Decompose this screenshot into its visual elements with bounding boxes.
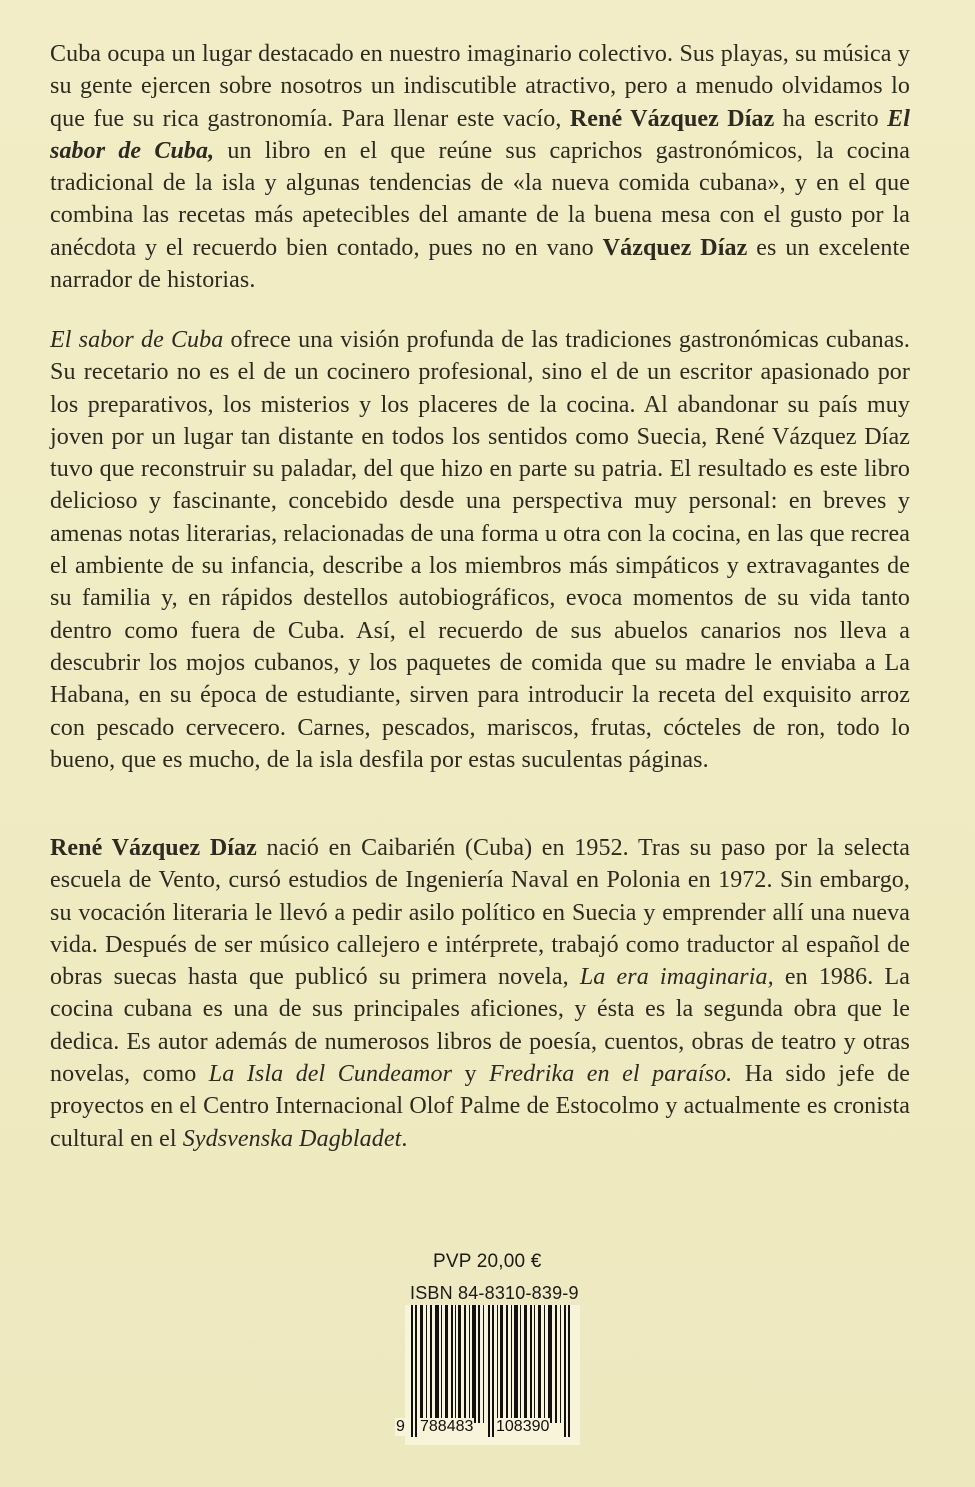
book-title-isla-cundeamor: La Isla del Cundeamor bbox=[208, 1061, 453, 1088]
book-title-fredrika: Fredrika en el paraíso. bbox=[489, 1061, 733, 1088]
text-segment: y bbox=[452, 1061, 490, 1088]
author-name: René Vázquez Díaz bbox=[50, 835, 257, 861]
author-name: René Vázquez Díaz bbox=[714, 423, 910, 450]
text-segment: es un excelente narrador de historias. bbox=[50, 234, 910, 294]
price-label: PVP 20,00 € bbox=[433, 1251, 542, 1272]
author-bio-paragraph bbox=[50, 832, 910, 1155]
book-title: El sabor de Cuba, bbox=[50, 105, 910, 164]
text-segment: Ha sido jefe de proyectos en el Centro Internacional Olof Palme de Estocolmo y actualmente es cronista cultural en el bbox=[50, 1061, 910, 1152]
text-segment: un libro en el que reúne sus caprichos gastronómicos, la cocina tradicional de la isla y algunas tendencias de «la nueva comida cubana», y en el que combina las recetas más apetecibles del amante de la buena mesa con el gusto por la anécdota y el recuerdo bien contado, pues no en vano bbox=[50, 137, 910, 261]
book-title-era-imaginaria: La era imaginaria, bbox=[579, 964, 774, 991]
barcode-group-2: 108390 bbox=[496, 1418, 550, 1435]
barcode-group-1: 788483 bbox=[420, 1418, 474, 1435]
author-name: Vázquez Díaz bbox=[602, 234, 748, 261]
text-segment: tuvo que reconstruir su paladar, del que hizo en parte su patria. El resultado es este libro delicioso y fascinante, concebido desde una perspectiva muy personal: en breves y amenas notas literarias, relacionadas de una forma u otra con la cocina, en las que recrea el ambiente de su infancia, describe a los miembros más simpáticos y extravagantes de su familia y, en rápidos destellos autobiográficos, evoca momentos de su vida tanto dentro como fuera de Cuba. Así, el recuerdo de sus abuelos canarios nos lleva a descubrir los mojos cubanos, y los paquetes de comida que su madre le enviaba a La Habana, en su época de estudiante, sirven para introducir la receta del exquisito arroz con pescado cervecero. Carnes, pescados, mariscos, frutas, cócteles de ron, todo lo bueno, que es mucho, de la isla desfila por estas suculentas páginas. bbox=[50, 456, 910, 773]
text-segment: nació en Caibarién (Cuba) en 1952. Tras su paso por la selecta escuela de Vento, cursó estudios de Ingeniería Naval en Polonia en 1972. Sin embargo, su vocación literaria le llevó a pedir asilo político en Suecia y emprender allí una nueva vida. Después de ser músico callejero e intérprete, trabajó como traductor al español de obras suecas hasta que publicó su primera novela, bbox=[50, 835, 911, 991]
barcode-first-digit: 9 bbox=[396, 1418, 405, 1435]
text-segment: Cuba ocupa un lugar destacado en nuestro imaginario colectivo. Sus playas, su música y su gente ejercen sobre nosotros un indiscutible atractivo, pero a menudo olvidamos lo que fue su rica gastronomía. Para llenar este vacío, bbox=[50, 41, 910, 132]
synopsis-paragraph-2 bbox=[50, 324, 910, 776]
synopsis-paragraph-1 bbox=[50, 38, 910, 296]
text-segment: ha escrito bbox=[774, 105, 888, 132]
text-segment: ofrece una visión profunda de las tradiciones gastronómicas cubanas. Su recetario no es el de un cocinero profesional, sino el de un escritor apasionado por los preparativos, los misterios y los placeres de la cocina. Al abandonar su país muy joven por un lugar tan distante en todos los sentidos como Suecia, bbox=[50, 327, 910, 450]
text-segment: . bbox=[401, 1125, 408, 1152]
isbn-label: ISBN 84-8310-839-9 bbox=[410, 1283, 579, 1303]
text-segment: en 1986. La cocina cubana es una de sus principales aficiones, y ésta es la segunda obra que le dedica. Es autor además de numerosos libros de poesía, cuentos, obras de teatro y otras novelas, como bbox=[50, 964, 910, 1088]
book-title: El sabor de Cuba bbox=[50, 327, 224, 353]
author-name: René Vázquez Díaz bbox=[569, 105, 775, 132]
newspaper-name: Sydsvenska Dagbladet bbox=[182, 1125, 402, 1152]
